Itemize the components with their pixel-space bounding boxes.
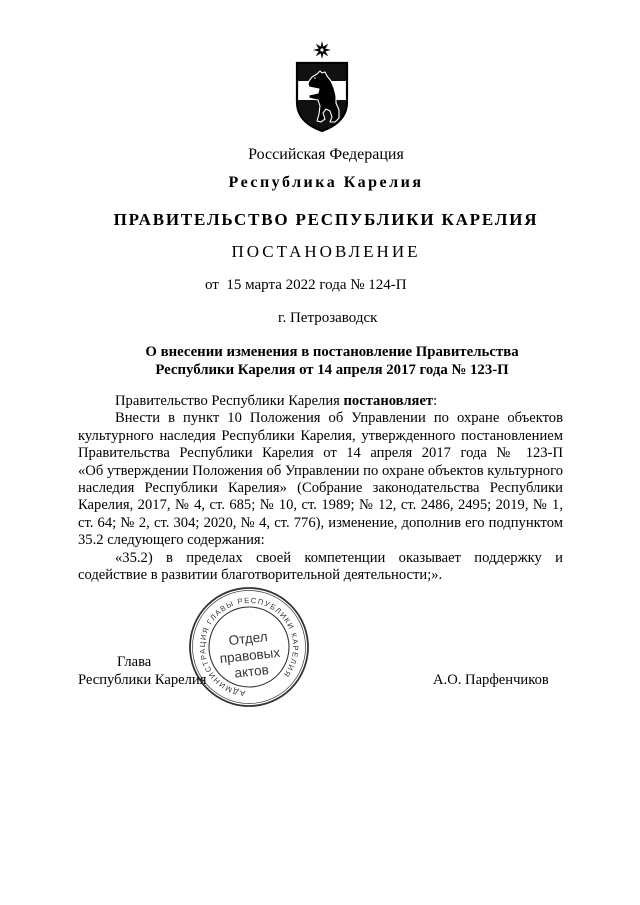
emblem-star-center <box>320 48 323 51</box>
amendment-line: наследия Республики Карелия» (Собрание законодательства Республики <box>78 479 563 496</box>
new-clause-line: «35.2) в пределах своей компетенции оказывает поддержку и <box>115 549 563 566</box>
preamble-line <box>78 393 563 410</box>
preamble-punct: : <box>433 393 438 409</box>
stamp-center-line: правовых <box>219 644 281 667</box>
emblem-bear-eye <box>314 77 316 79</box>
country-name: Российская Федерация <box>248 146 404 163</box>
document-title <box>20 343 640 379</box>
issuing-authority: ПРАВИТЕЛЬСТВО РЕСПУБЛИКИ КАРЕЛИЯ <box>113 210 539 229</box>
coat-of-arms-icon <box>292 40 352 132</box>
republic-name: Республика Карелия <box>228 174 424 191</box>
amendment-line: ст. 64; № 2, ст. 304; 2020, № 4, ст. 776), изменение, дополнив его подпунктом <box>78 514 563 531</box>
preamble-text: Правительство Республики Карелия <box>115 393 340 409</box>
office-stamp <box>187 585 311 709</box>
signatory-name: А.О. Парфенчиков <box>433 672 549 688</box>
document-title-line: Республики Карелия от 14 апреля 2017 года № 123-П <box>155 362 509 378</box>
amendment-line: Внести в пункт 10 Положения об Управлении по охране объектов <box>115 410 563 427</box>
signatory-position-line-2: Республики Карелия <box>78 672 207 688</box>
document-type: ПОСТАНОВЛЕНИЕ <box>231 242 421 261</box>
preamble-emphasis: постановляет <box>343 393 434 409</box>
amendment-line: культурного наследия Республики Карелия, утвержденного постановлением <box>78 427 563 444</box>
issue-city: г. Петрозаводск <box>278 310 378 326</box>
stamp-center-line: Отдел <box>227 629 269 649</box>
signatory-position-line-1: Глава <box>117 654 152 670</box>
amendment-line: Карелия, 2017, № 4, ст. 685; № 10, ст. 1989; № 12, ст. 2486, 2495; 2019, № 1, <box>78 497 563 514</box>
document-date-number: от 15 марта 2022 года № 124-П <box>205 277 407 293</box>
amendment-line: 35.2 следующего содержания: <box>78 532 265 549</box>
stamp-ring-text <box>193 591 305 702</box>
stamp-ring-text-path: АДМИНИСТРАЦИЯ ГЛАВЫ РЕСПУБЛИКИ КАРЕЛИЯ <box>197 595 301 698</box>
amendment-line: «Об утверждении Положения об Управлении по охране объектов культурного <box>78 462 563 479</box>
document-title-line: О внесении изменения в постановление Правительства <box>145 344 519 360</box>
amendment-line: Правительства Республики Карелия от 14 апреля 2017 года № 123-П <box>78 445 563 462</box>
new-clause-line: содействие в развитии благотворительной деятельности;». <box>78 566 443 583</box>
stamp-center-line: актов <box>233 662 270 681</box>
decree-body <box>78 393 563 584</box>
